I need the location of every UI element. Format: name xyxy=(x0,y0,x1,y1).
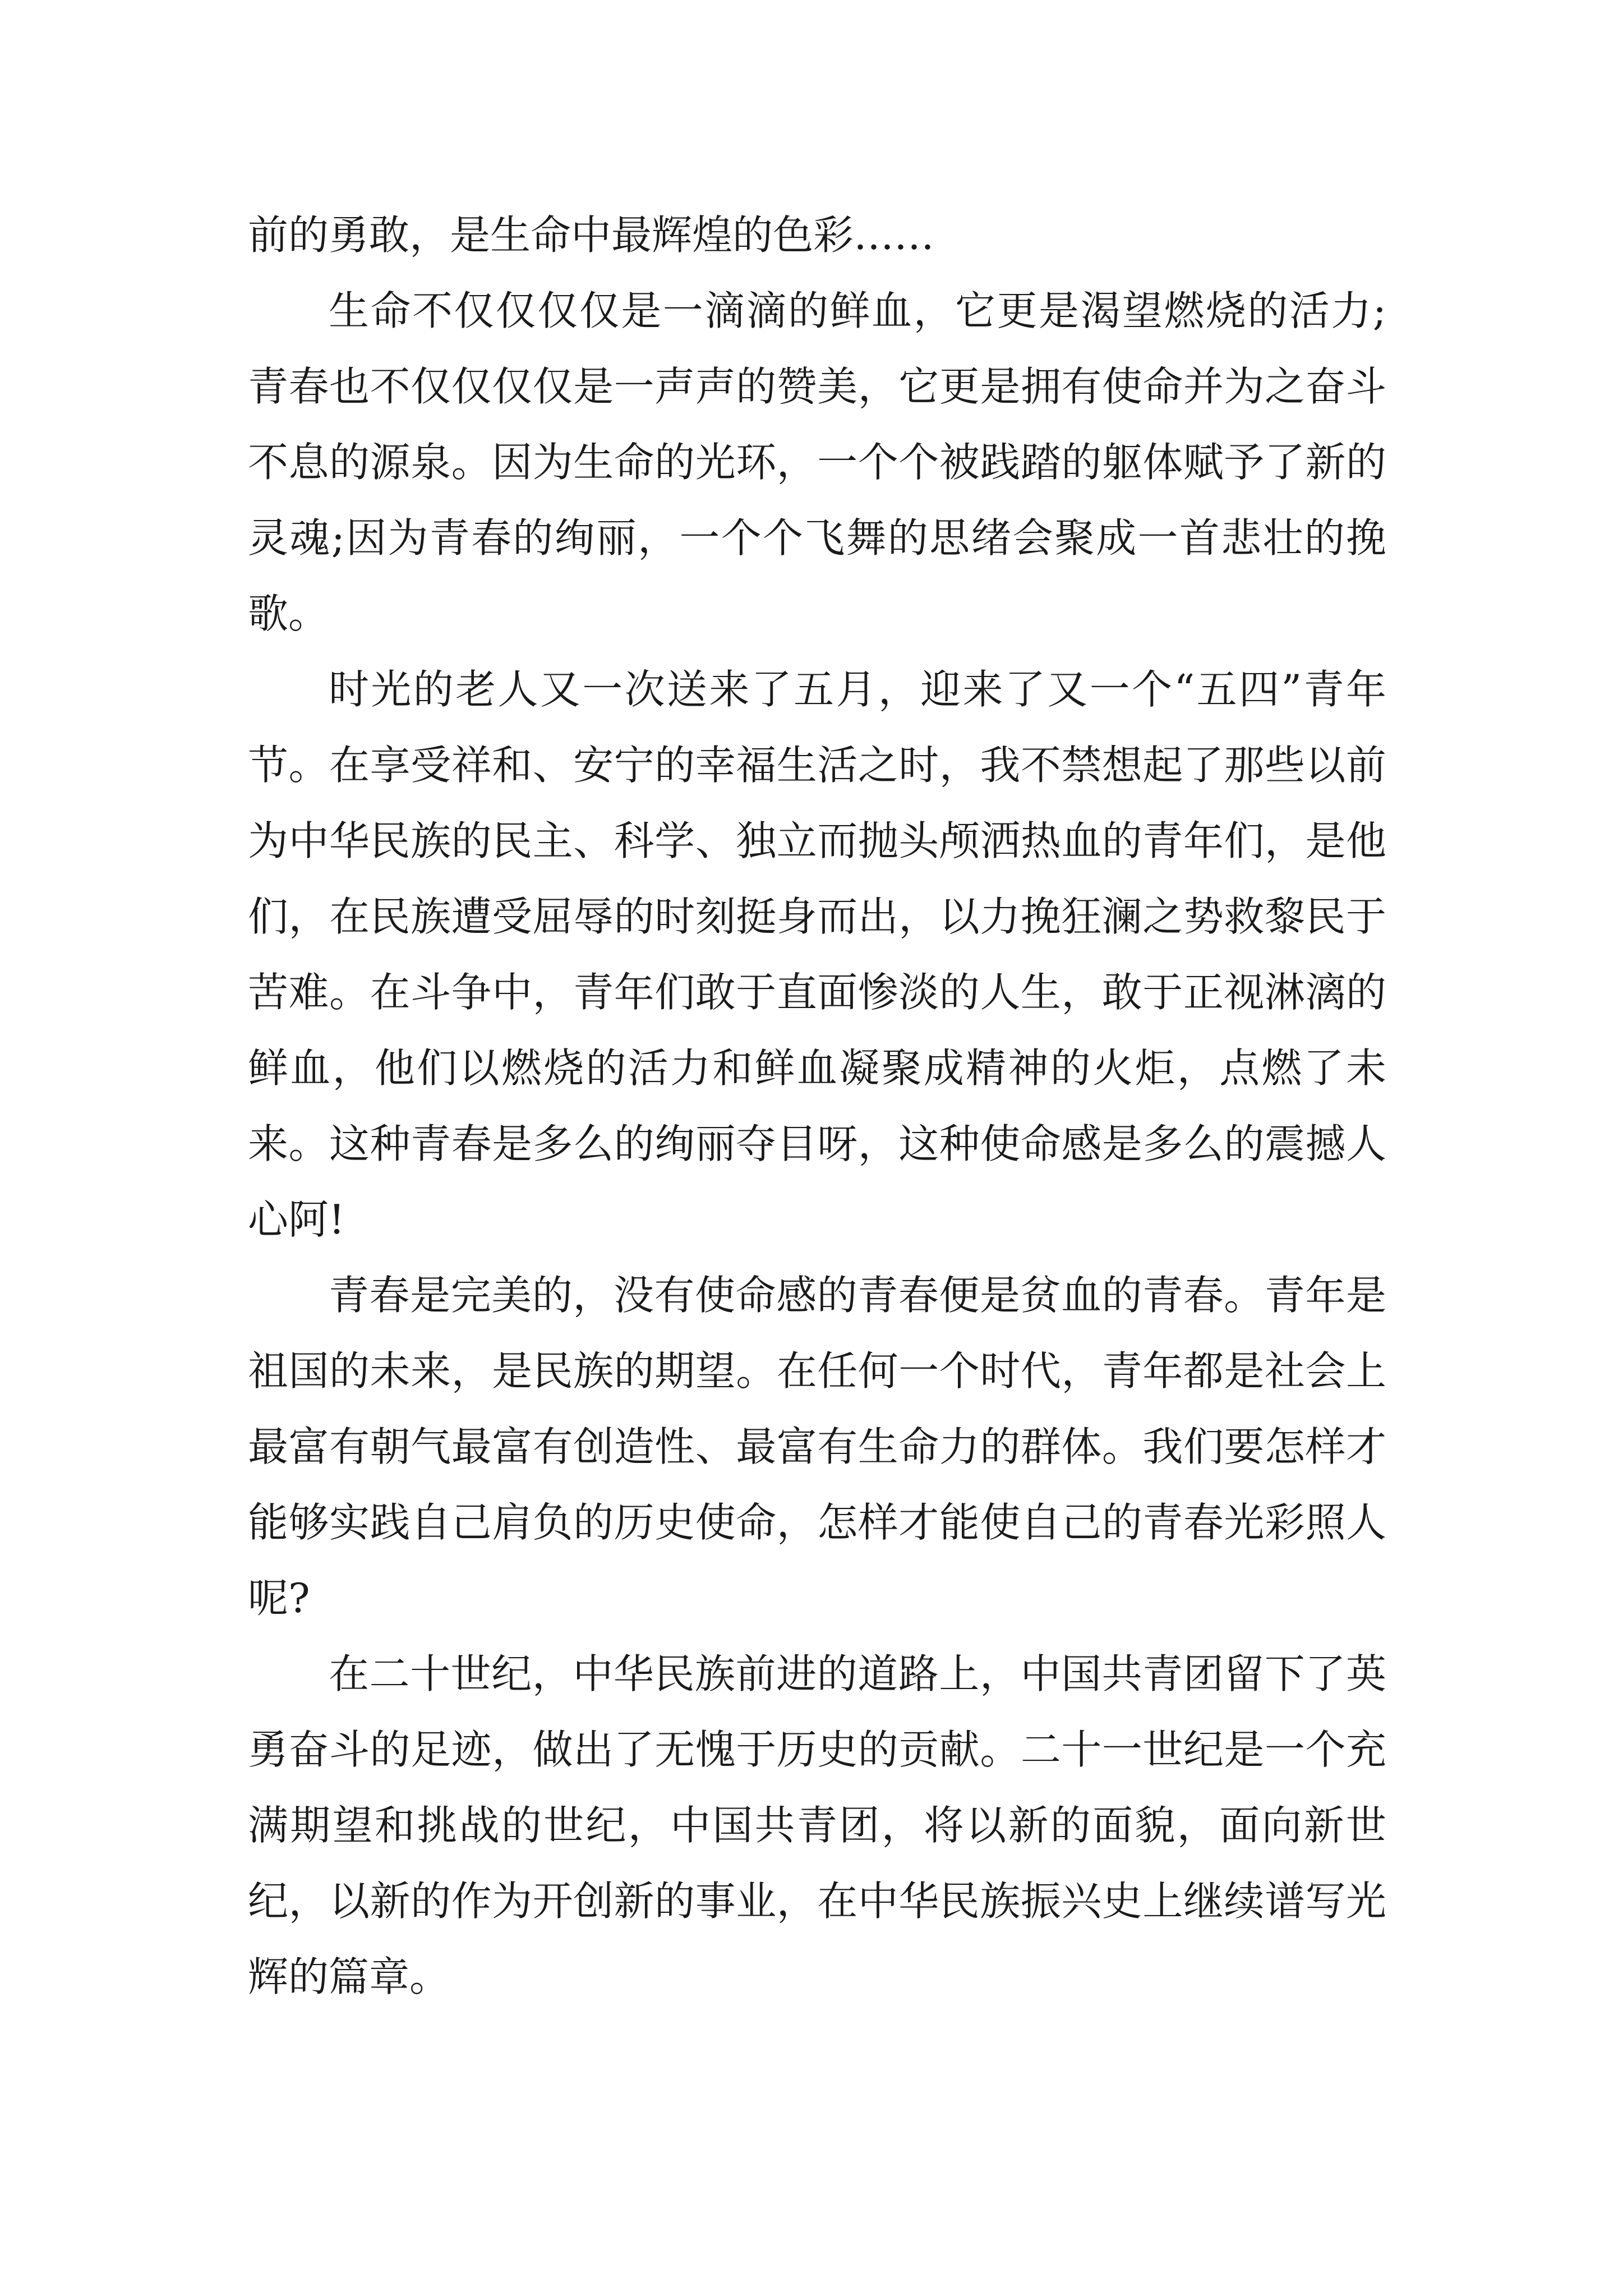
paragraph-1: 前的勇敢，是生命中最辉煌的色彩…… xyxy=(248,211,935,259)
paragraph-4: 青春是完美的，没有使命感的青春便是贫血的青春。青年是祖国的未来，是民族的期望。在任何一个时代，青年都是社会上最富有朝气最富有创造性、最富有生命力的群体。我们要怎样才能够实践自己肩负的历史使命，怎样才能使自己的青春光彩照人呢? xyxy=(248,1272,1386,1622)
paragraph-2: 生命不仅仅仅仅是一滴滴的鲜血，它更是渴望燃烧的活力;青春也不仅仅仅仅是一声声的赞美，它更是拥有使命并为之奋斗不息的源泉。因为生命的光环，一个个被践踏的躯体赋予了新的灵魂;因为青春的绚丽，一个个飞舞的思绪会聚成一首悲壮的挽歌。 xyxy=(248,287,1386,637)
paragraph-3: 时光的老人又一次送来了五月，迎来了又一个“五四”青年节。在享受祥和、安宁的幸福生活之时，我不禁想起了那些以前为中华民族的民主、科学、独立而抛头颅洒热血的青年们，是他们，在民族遭受屈辱的时刻挺身而出，以力挽狂澜之势救黎民于苦难。在斗争中，青年们敢于直面惨淡的人生，敢于正视淋漓的鲜血，他们以燃烧的活力和鲜血凝聚成精神的火炬，点燃了未来。这种青春是多么的绚丽夺目呀，这种使命感是多么的震撼人心阿! xyxy=(248,666,1386,1243)
body-text xyxy=(248,197,1386,2015)
paragraph-5: 在二十世纪，中华民族前进的道路上，中国共青团留下了英勇奋斗的足迹，做出了无愧于历史的贡献。二十一世纪是一个充满期望和挑战的世纪，中国共青团，将以新的面貌，面向新世纪，以新的作为开创新的事业，在中华民族振兴史上继续谱写光辉的篇章。 xyxy=(248,1650,1386,2000)
